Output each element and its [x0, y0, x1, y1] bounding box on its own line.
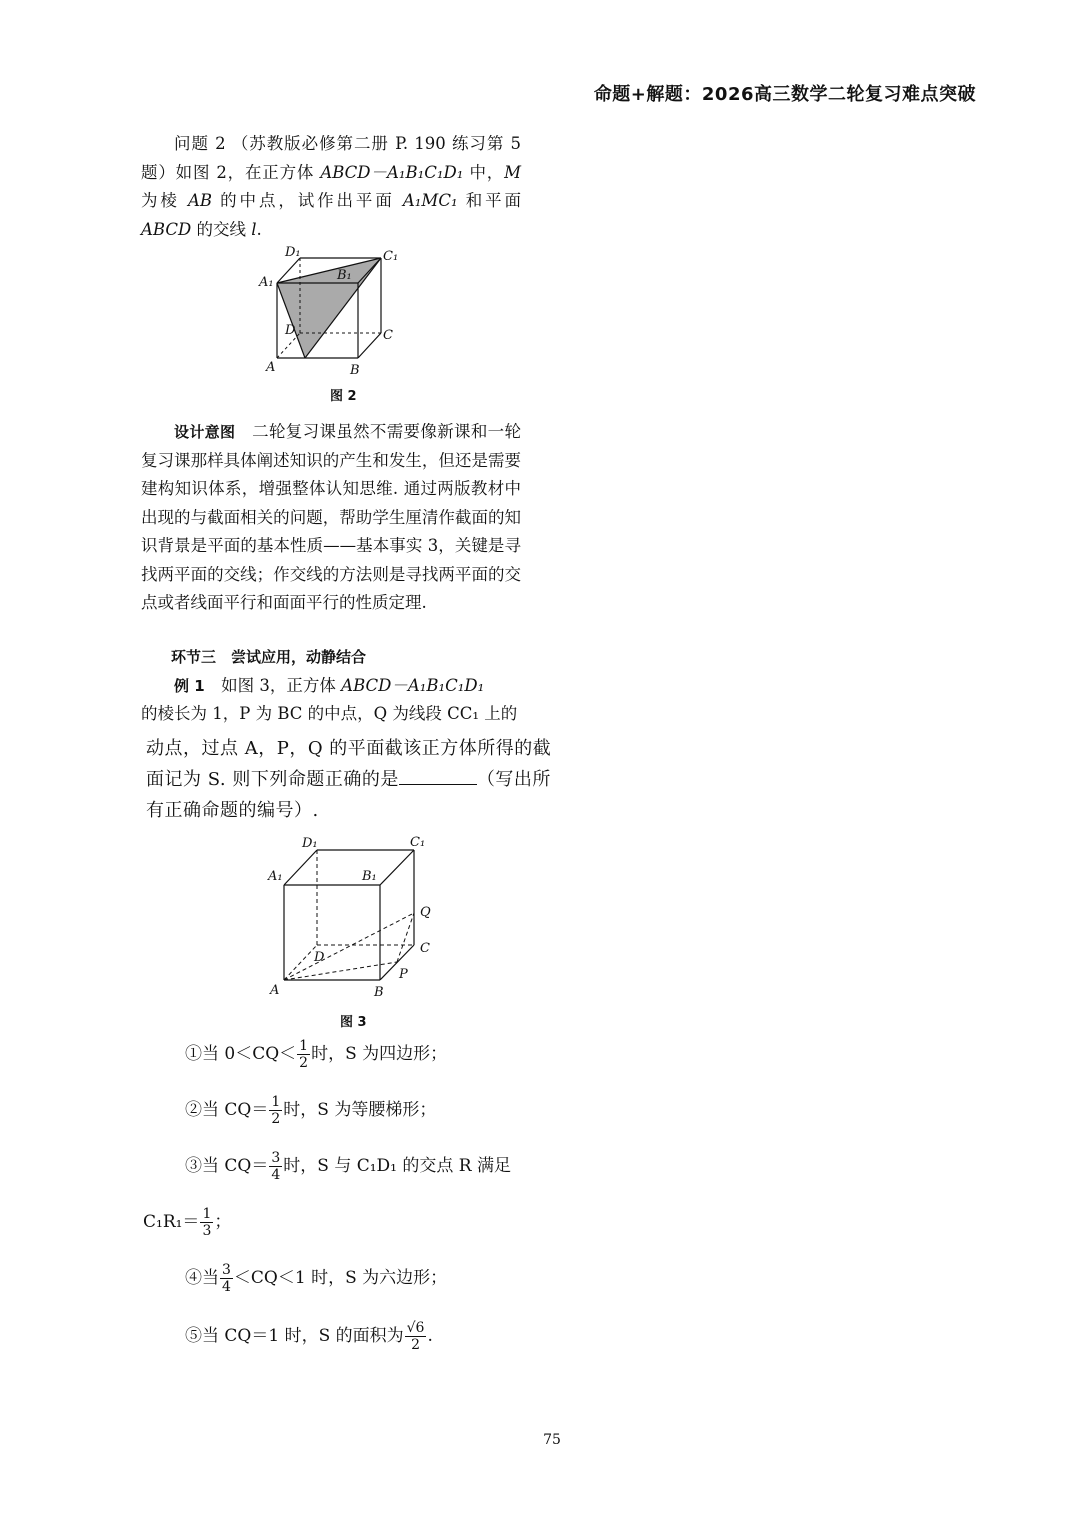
- example-1-label: 例 1: [174, 676, 205, 695]
- problem-2-label: 问题 2: [174, 134, 226, 153]
- label-A1: A₁: [259, 275, 274, 290]
- answer-blank[interactable]: [399, 768, 477, 785]
- fraction: $\frac{3}{4}$: [222, 1262, 231, 1295]
- section-3: [141, 643, 521, 729]
- option-1: ①当 0＜CQ＜ $\frac{1}{2}$ 时，S 为四边形；: [185, 1038, 448, 1071]
- example-1-line-1: 例 1 如图 3，正方体 ABCD－A₁B₁C₁D₁: [174, 675, 485, 695]
- option-4: ④当 $\frac{3}{4}$ ＜CQ＜1 时，S 为六边形；: [185, 1262, 448, 1295]
- fraction: $\frac{1}{2}$: [299, 1038, 309, 1071]
- example-1-line-5: 有正确命题的编号）.: [146, 800, 319, 821]
- figure-3-caption: 图 3: [340, 1015, 367, 1030]
- problem-2: [141, 130, 521, 244]
- example-1-line-3: 动点，过点 A，P，Q 的平面截该正方体所得的截: [146, 738, 552, 759]
- design-intent-text: 二轮复习课虽然不需要像新课和一轮复习课那样具体阐述知识的产生和发生，但还是需要建构知识体系，增强整体认知思维. 通过两版教材中出现的与截面相关的问题，帮助学生厘清作截面的知识背景是平面的基本性质——基本事实 3，关键是寻找两平面的交线；作交线的方法则是寻找两平面的交点或者线面平行和面面平行的性质定理.: [141, 422, 522, 612]
- cube-name: ABCD－A₁B₁C₁D₁: [320, 162, 464, 182]
- label-D: D: [314, 950, 325, 965]
- option-5: ⑤当 CQ＝1 时，S 的面积为 $\frac{√6}{2}$ .: [185, 1320, 433, 1353]
- fraction: $\frac{1}{3}$: [202, 1206, 212, 1239]
- label-C1: C₁: [410, 835, 426, 850]
- example-1-continued: [146, 733, 566, 826]
- example-1-line-2: 的棱长为 1，P 为 BC 的中点，Q 为线段 CC₁ 上的: [141, 704, 518, 723]
- label-A: A: [266, 360, 276, 375]
- label-A: A: [270, 983, 280, 998]
- label-C1: C₁: [383, 249, 399, 264]
- label-B1: B₁: [337, 268, 352, 283]
- fraction: $\frac{1}{2}$: [271, 1094, 281, 1127]
- fraction: $\frac{√6}{2}$: [406, 1320, 425, 1353]
- page-number: 75: [543, 1432, 561, 1448]
- label-A1: A₁: [268, 869, 283, 884]
- fraction: $\frac{3}{4}$: [271, 1150, 281, 1183]
- label-B: B: [350, 363, 360, 378]
- design-intent-label: 设计意图: [174, 423, 236, 441]
- design-intent: [141, 418, 521, 618]
- label-D1: D₁: [302, 836, 318, 851]
- figure-3-diagram: [262, 830, 447, 1005]
- label-B1: B₁: [362, 869, 377, 884]
- option-3: ③当 CQ＝ $\frac{3}{4}$ 时，S 与 C₁D₁ 的交点 R 满足: [185, 1150, 512, 1183]
- label-Q: Q: [420, 905, 431, 920]
- option-3-continued: C₁R₁＝ $\frac{1}{3}$ ；: [143, 1206, 232, 1239]
- figure-2-caption: 图 2: [330, 389, 357, 404]
- label-P: P: [399, 967, 408, 982]
- label-D: D: [285, 323, 296, 338]
- label-B: B: [374, 985, 384, 1000]
- section-3-title: 环节三 尝试应用，动静结合: [171, 648, 367, 666]
- option-2: ②当 CQ＝ $\frac{1}{2}$ 时，S 为等腰梯形；: [185, 1094, 437, 1127]
- problem-2-text: 问题 2 （苏教版必修第二册 P. 190 练习第 5 题）如图 2，在正方体 ABCD－A₁B₁C₁D₁ 中，M 为棱 AB 的中点，试作出平面 A₁MC₁ 和平面 ABCD 的交线 l.: [141, 134, 522, 239]
- label-D1: D₁: [285, 245, 301, 260]
- running-header: 命题+解题：2026高三数学二轮复习难点突破: [593, 84, 976, 105]
- label-C: C: [420, 941, 430, 956]
- figure-2-diagram: [255, 245, 405, 380]
- example-1-line-4: 面记为 S. 则下列命题正确的是 （写出所: [146, 769, 551, 790]
- label-C: C: [383, 328, 393, 343]
- section-triangle: [277, 258, 381, 358]
